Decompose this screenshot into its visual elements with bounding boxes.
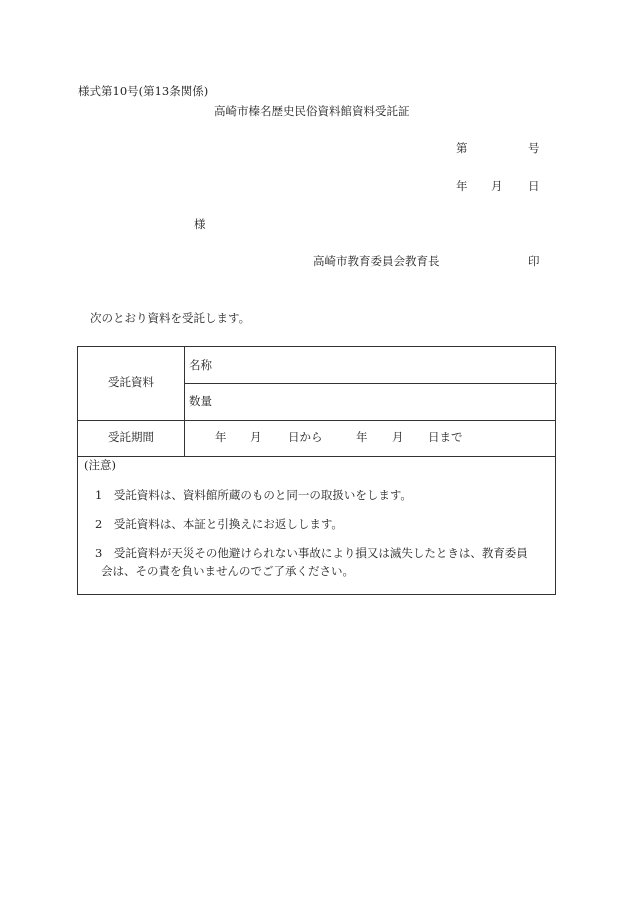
row-divider — [78, 456, 555, 457]
period-from-day: 日から — [288, 430, 323, 444]
note-item-2: 2 受託資料は、本証と引換えにお返しします。 — [95, 517, 343, 531]
seal-mark: 印 — [528, 254, 540, 268]
name-label: 名称 — [189, 358, 212, 372]
addressee-honorific: 様 — [194, 217, 206, 231]
period-to-year: 年 — [356, 430, 368, 444]
consignment-table — [77, 346, 556, 595]
period-to-day: 日まで — [428, 430, 463, 444]
materials-label: 受託資料 — [108, 375, 154, 389]
note-item-3-line-1: 3 受託資料が天災その他避けられない事故により損又は滅失したときは、教育委員 — [95, 546, 528, 560]
date-month: 月 — [491, 179, 503, 193]
document-title: 高崎市榛名歴史民俗資料館資料受託証 — [214, 104, 410, 118]
column-divider — [184, 347, 185, 456]
row-divider — [78, 420, 555, 421]
issuer-name: 高崎市教育委員会教育長 — [313, 254, 440, 268]
notes-heading: (注意) — [84, 458, 116, 472]
number-prefix: 第 — [456, 141, 468, 155]
note-item-3-line-2: 会は、その責を負いませんのでご了承ください。 — [101, 564, 354, 578]
date-year: 年 — [456, 179, 468, 193]
period-to-month: 月 — [392, 430, 404, 444]
intro-text: 次のとおり資料を受託します。 — [90, 311, 251, 325]
row-divider — [184, 383, 557, 384]
note-item-1: 1 受託資料は、資料館所蔵のものと同一の取扱いをします。 — [95, 488, 412, 502]
period-from-year: 年 — [215, 430, 227, 444]
number-suffix: 号 — [528, 141, 540, 155]
date-day: 日 — [528, 179, 540, 193]
form-number: 様式第10号(第13条関係) — [78, 84, 209, 98]
period-label: 受託期間 — [108, 430, 154, 444]
quantity-label: 数量 — [189, 394, 212, 408]
period-from-month: 月 — [250, 430, 262, 444]
